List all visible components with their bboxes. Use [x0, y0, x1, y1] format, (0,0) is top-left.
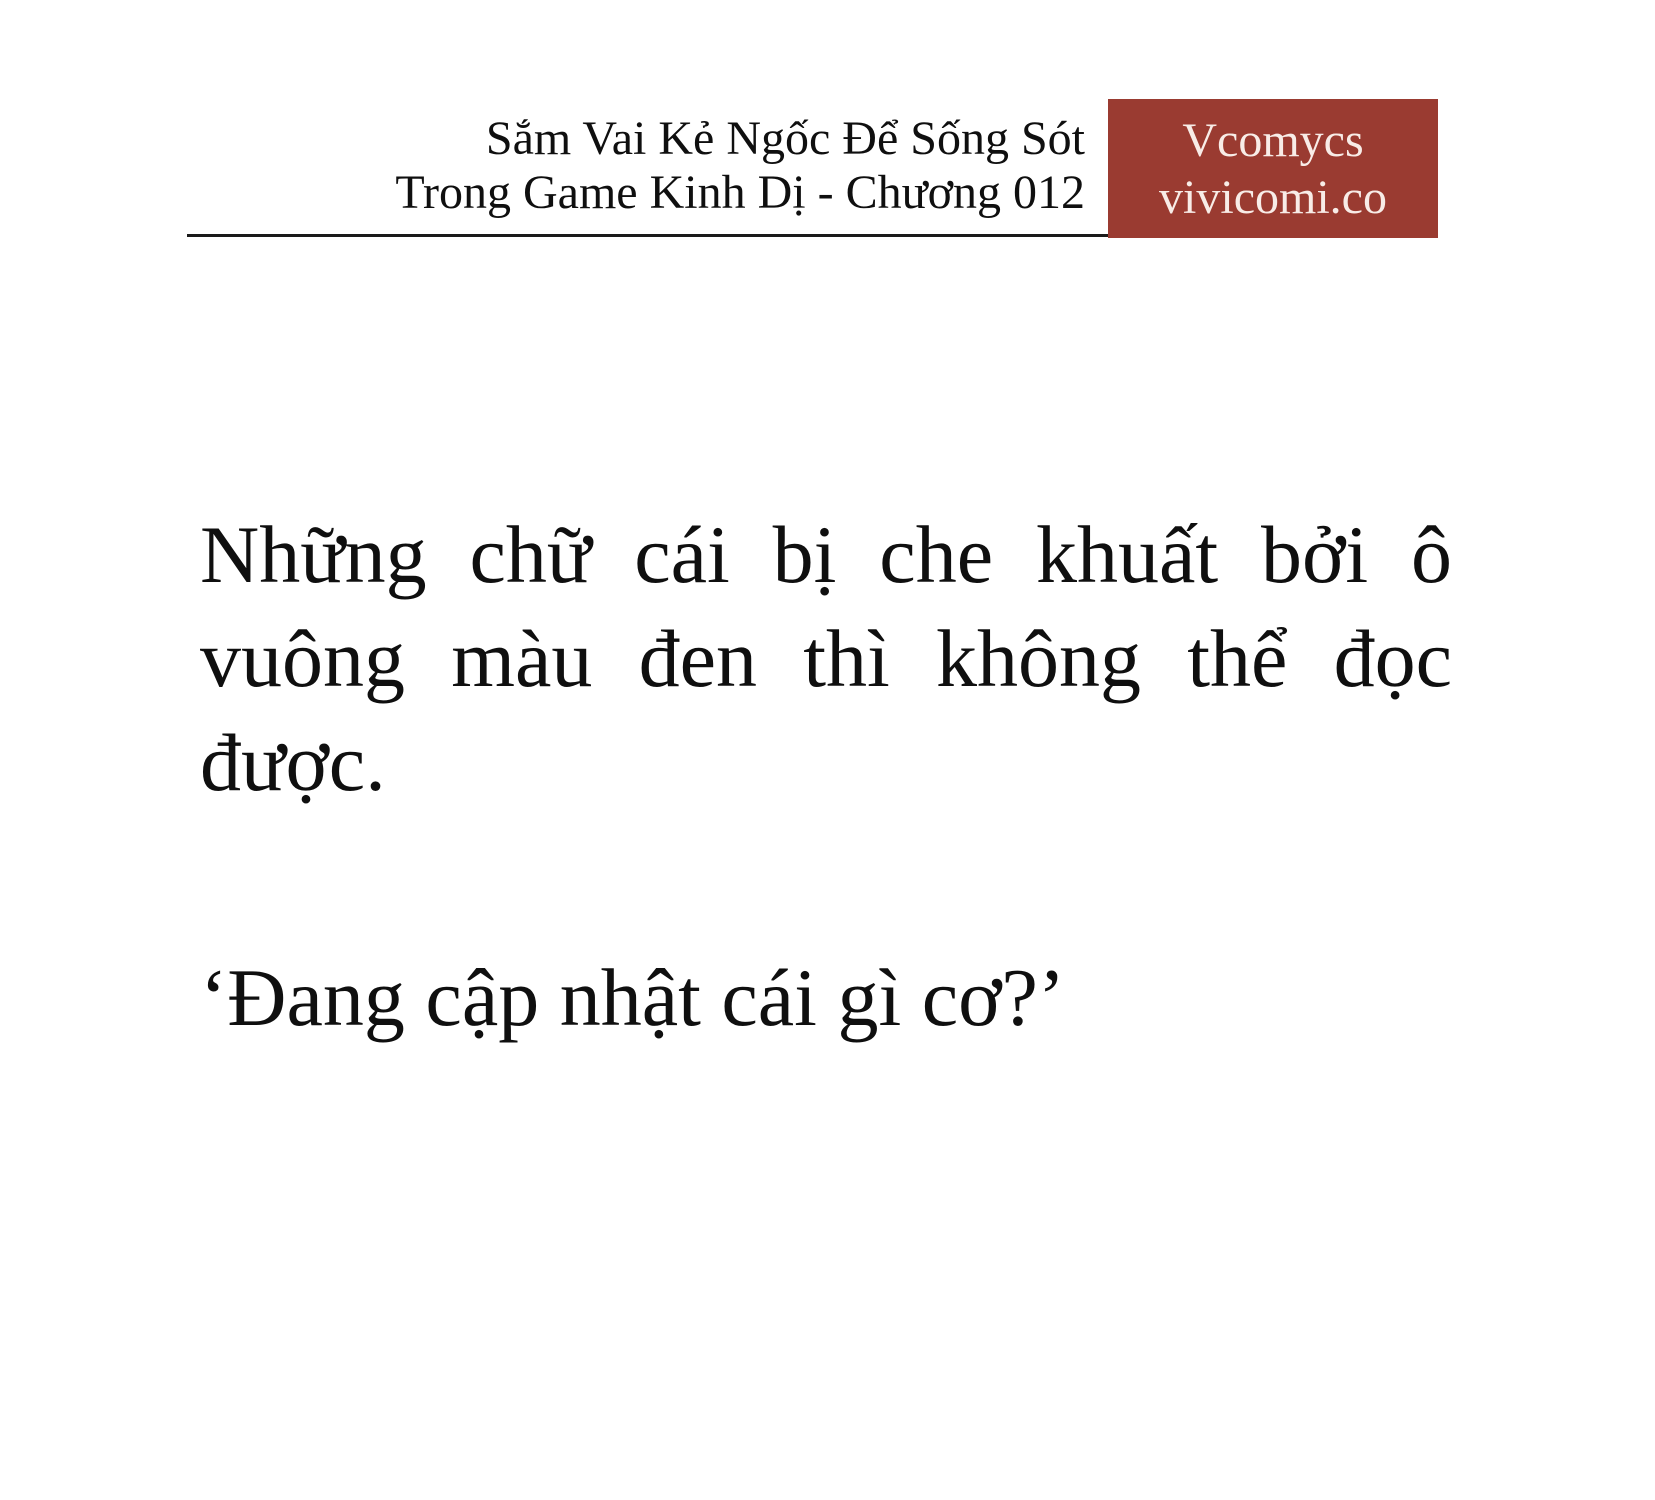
chapter-title-line1: Sắm Vai Kẻ Ngốc Để Sống Sót: [485, 112, 1085, 165]
chapter-title-line2: Trong Game Kinh Dị - Chương 012: [395, 166, 1085, 219]
quote-line: ‘Đang cập nhật cái gì cơ?’: [200, 952, 1066, 1043]
paragraph-line-1: Những chữ cái bị che khuất bởi ô: [200, 509, 1452, 600]
paragraph-line-2: vuông màu đen thì không thể đọc: [200, 613, 1452, 704]
brand-box: [1108, 99, 1438, 238]
body-paragraph: [200, 503, 1452, 815]
brand-name: Vcomycs: [1182, 113, 1364, 167]
brand-site: vivicomi.co: [1159, 170, 1387, 224]
chapter-title: [187, 112, 1085, 220]
paragraph-line-3: được.: [200, 717, 386, 808]
header-divider-line: [187, 234, 1108, 237]
